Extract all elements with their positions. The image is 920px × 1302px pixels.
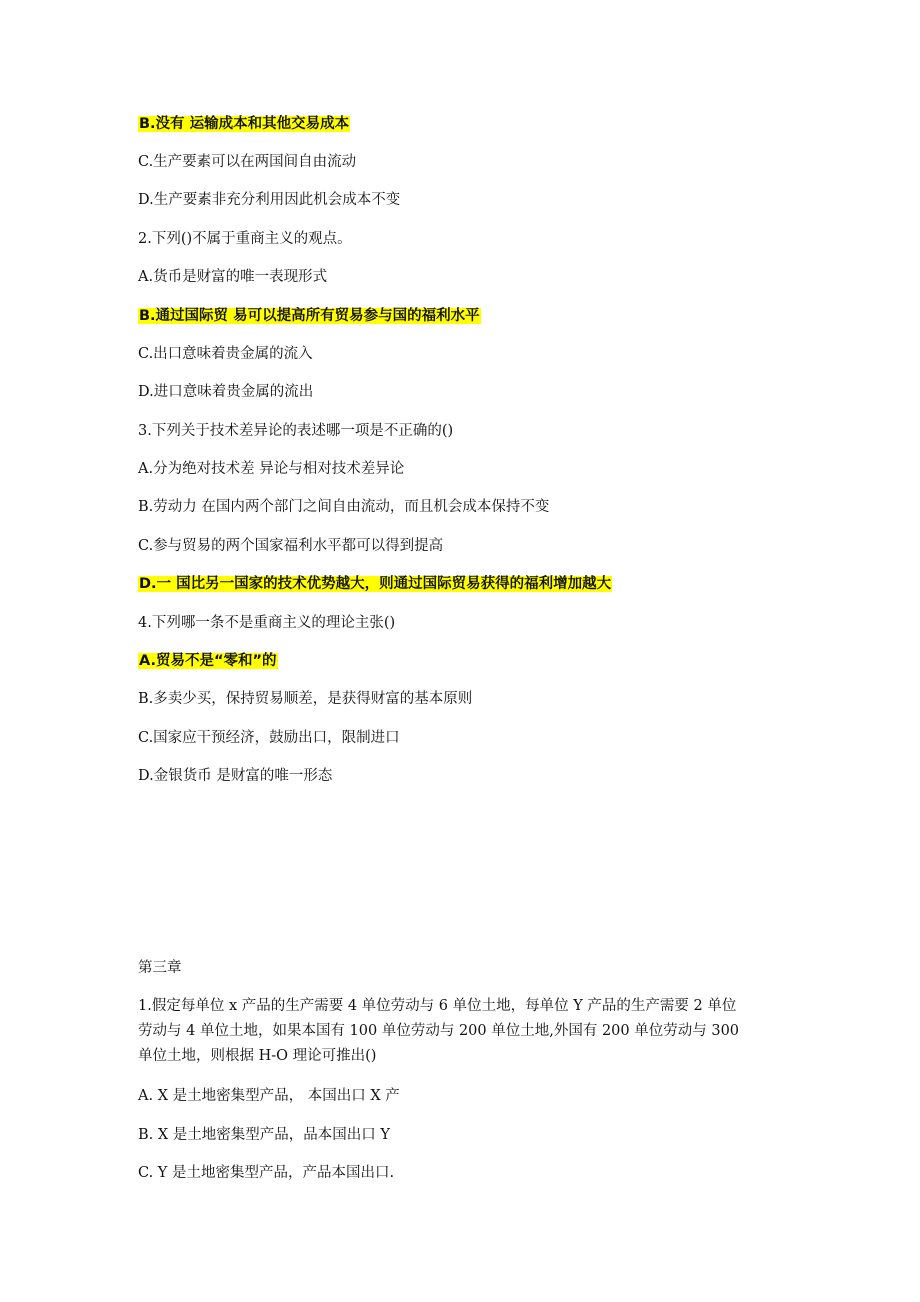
- option-line: D.金银货币 是财富的唯一形态: [138, 768, 333, 784]
- option-line: C.国家应干预经济，鼓励出口，限制进口: [138, 730, 400, 746]
- chapter-heading: 第三章: [138, 960, 182, 976]
- option-line: [138, 114, 350, 134]
- option-line: A.货币是财富的唯一表现形式: [138, 269, 328, 285]
- option-line: A.分为绝对技术差 异论与相对技术差异论: [138, 461, 405, 477]
- highlighted-text: D.一 国比另一国家的技术优势越大，则通过国际贸易获得的福利增加越大: [139, 576, 612, 592]
- option-line: D.生产要素非充分利用因此机会成本不变: [138, 192, 401, 208]
- option-line: B. X 是土地密集型产品，品本国出口 Y: [138, 1127, 390, 1143]
- highlighted-text: B.没有 运输成本和其他交易成本: [139, 116, 350, 132]
- option-line: C.出口意味着贵金属的流入: [138, 346, 313, 362]
- option-line: C.参与贸易的两个国家福利水平都可以得到提高: [138, 538, 444, 554]
- option-line: C. Y 是土地密集型产品，产品本国出口.: [138, 1165, 395, 1181]
- option-line: D.进口意味着贵金属的流出: [138, 384, 314, 400]
- question-line: 单位土地，则根据 H-O 理论可推出(): [138, 1048, 377, 1064]
- question-line: 2.下列()不属于重商主义的观点。: [138, 231, 352, 247]
- question-line: 1.假定每单位 x 产品的生产需要 4 单位劳动与 6 单位土地，每单位 Y 产品的生产需要 2 单位: [138, 998, 737, 1014]
- question-line: 3.下列关于技术差异论的表述哪一项是不正确的(): [138, 423, 454, 439]
- option-line: B.多卖少买，保持贸易顺差，是获得财富的基本原则: [138, 691, 473, 707]
- option-line: A. X 是土地密集型产品， 本国出口 X 产: [138, 1088, 400, 1104]
- option-line: B.劳动力 在国内两个部门之间自由流动，而且机会成本保持不变: [138, 499, 550, 515]
- option-line: C.生产要素可以在两国间自由流动: [138, 154, 357, 170]
- question-line: 劳动与 4 单位土地，如果本国有 100 单位劳动与 200 单位土地,外国有 200 单位劳动与 300: [138, 1023, 740, 1039]
- highlighted-text: A.贸易不是“零和”的: [139, 653, 277, 669]
- highlighted-text: B.通过国际贸 易可以提高所有贸易参与国的福利水平: [139, 308, 480, 324]
- option-line: [138, 574, 612, 594]
- option-line: [138, 651, 278, 671]
- question-line: 4.下列哪一条不是重商主义的理论主张(): [138, 615, 396, 631]
- option-line: [138, 306, 481, 326]
